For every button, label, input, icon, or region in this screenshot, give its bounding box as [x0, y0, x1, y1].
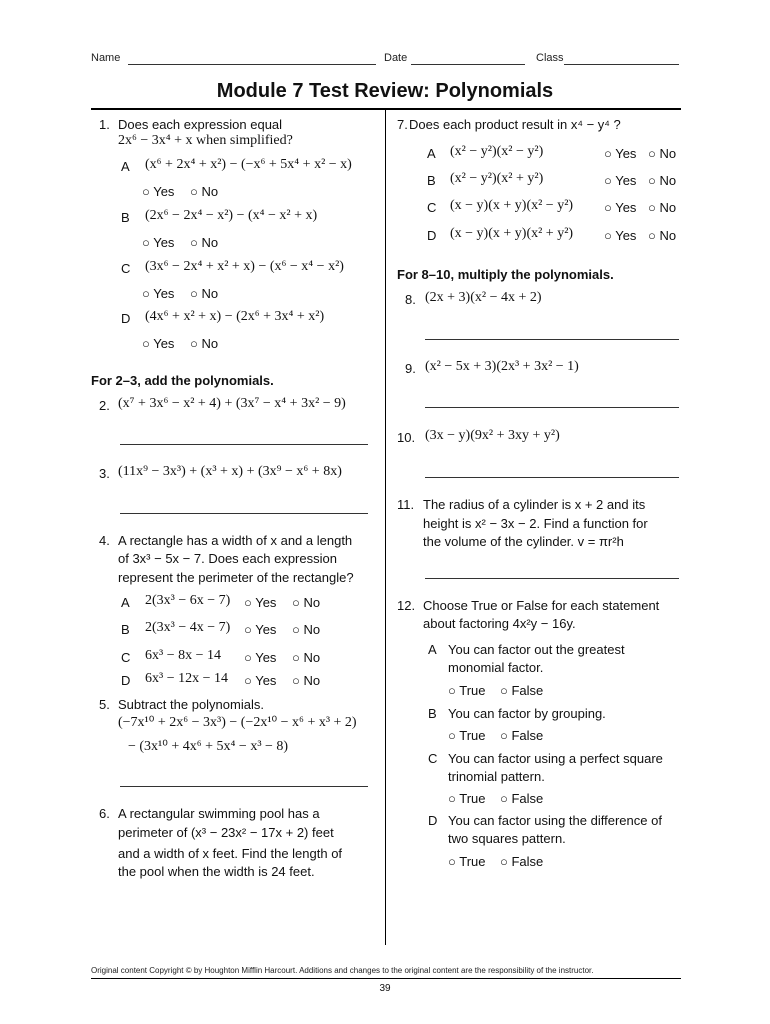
q10-number: 10.	[397, 430, 416, 445]
q4-b-letter: B	[121, 622, 130, 637]
q2-number: 2.	[99, 398, 110, 413]
q5-expression-line2: − (3x¹⁰ + 4x⁶ + 5x⁴ − x³ − 8)	[128, 739, 289, 754]
section-heading-8-10: For 8–10, multiply the polynomials.	[397, 267, 614, 282]
q4-d-letter: D	[121, 673, 131, 688]
q1-c-letter: C	[121, 261, 131, 276]
q4-d-no-radio[interactable]: ○ No	[292, 673, 321, 688]
q4-a-yes-radio[interactable]: ○ Yes	[244, 595, 277, 610]
q4-a-letter: A	[121, 595, 130, 610]
q1-c-no-radio[interactable]: ○ No	[190, 286, 219, 301]
page-title: Module 7 Test Review: Polynomials	[216, 80, 554, 102]
q11-number: 11.	[397, 497, 415, 512]
q4-b-expression: 2(3x³ − 4x − 7)	[145, 620, 231, 635]
q4-a-no-radio[interactable]: ○ No	[292, 595, 321, 610]
q4-c-letter: C	[121, 650, 131, 665]
q7-c-expression: (x − y)(x + y)(x² − y²)	[450, 198, 574, 213]
q12-c-text-line1: You can factor using a perfect square	[448, 751, 663, 766]
q4-d-expression: 6x³ − 12x − 14	[145, 671, 228, 686]
q10-expression: (3x − y)(9x² + 3xy + y²)	[425, 428, 560, 443]
q12-a-text-line2: monomial factor.	[448, 660, 544, 675]
page-number: 39	[379, 983, 391, 994]
date-label: Date	[384, 52, 408, 64]
q12-a-letter: A	[428, 642, 437, 657]
q4-text-line1: A rectangle has a width of x and a length	[118, 533, 353, 548]
q12-c-letter: C	[428, 751, 438, 766]
q1-b-expression: (2x⁶ − 2x⁴ − x²) − (x⁴ − x² + x)	[145, 208, 318, 223]
q12-c-false-radio[interactable]: ○ False	[500, 791, 544, 806]
q7-b-yes-radio[interactable]: ○ Yes	[604, 173, 637, 188]
q7-number: 7.	[397, 117, 408, 132]
q4-number: 4.	[99, 533, 110, 548]
q9-expression: (x² − 5x + 3)(2x³ + 3x² − 1)	[425, 359, 579, 374]
q1-text: Does each expression equal	[118, 117, 283, 132]
q12-text-line1: Choose True or False for each statement	[423, 598, 660, 613]
q12-b-true-radio[interactable]: ○ True	[448, 728, 486, 743]
column-divider	[385, 110, 386, 945]
q12-b-letter: B	[428, 706, 437, 721]
q11-text-line3: the volume of the cylinder. v = πr²h	[423, 534, 624, 549]
q12-d-letter: D	[428, 813, 438, 828]
q7-c-letter: C	[427, 200, 437, 215]
q5-number: 5.	[99, 697, 110, 712]
q12-b-false-radio[interactable]: ○ False	[500, 728, 544, 743]
q12-c-true-radio[interactable]: ○ True	[448, 791, 486, 806]
q1-expression: 2x⁶ − 3x⁴ + x when simplified?	[118, 133, 293, 148]
section-heading-2-3: For 2–3, add the polynomials.	[91, 373, 274, 388]
q7-d-yes-radio[interactable]: ○ Yes	[604, 228, 637, 243]
q9-answer-line[interactable]	[425, 407, 679, 408]
q4-c-no-radio[interactable]: ○ No	[292, 650, 321, 665]
q7-text: Does each product result in x⁴ − y⁴ ?	[409, 117, 621, 132]
name-label: Name	[91, 52, 121, 64]
q7-b-no-radio[interactable]: ○ No	[648, 173, 677, 188]
q2-expression: (x⁷ + 3x⁶ − x² + 4) + (3x⁷ − x⁴ + 3x² − 9)	[118, 396, 346, 411]
q5-answer-line[interactable]	[120, 786, 368, 787]
q6-text-line3: and a width of x feet. Find the length of	[118, 846, 343, 861]
q8-number: 8.	[405, 292, 416, 307]
q4-c-yes-radio[interactable]: ○ Yes	[244, 650, 277, 665]
q4-c-expression: 6x³ − 8x − 14	[145, 648, 221, 663]
q1-b-letter: B	[121, 210, 130, 225]
q12-d-text-line2: two squares pattern.	[448, 831, 566, 846]
title-divider	[91, 108, 681, 110]
q4-a-expression: 2(3x³ − 6x − 7)	[145, 593, 231, 608]
q7-c-no-radio[interactable]: ○ No	[648, 200, 677, 215]
q12-c-text-line2: trinomial pattern.	[448, 769, 545, 784]
copyright-notice: Original content Copyright © by Houghton Mifflin Harcourt. Additions and changes to the original content are the responsibility of the instructor.	[91, 966, 594, 975]
q12-a-true-radio[interactable]: ○ True	[448, 683, 486, 698]
q4-text-line3: represent the perimeter of the rectangle?	[118, 570, 354, 585]
q1-number: 1.	[99, 117, 110, 132]
q8-expression: (2x + 3)(x² − 4x + 2)	[425, 290, 542, 305]
q5-expression-line1: (−7x¹⁰ + 2x⁶ − 3x³) − (−2x¹⁰ − x⁶ + x³ + 2)	[118, 715, 357, 730]
q1-c-expression: (3x⁶ − 2x⁴ + x² + x) − (x⁶ − x⁴ − x²)	[145, 259, 344, 274]
date-field[interactable]	[411, 64, 525, 65]
q7-a-expression: (x² − y²)(x² − y²)	[450, 144, 544, 159]
q6-text-line4: the pool when the width is 24 feet.	[118, 864, 315, 879]
q1-d-yes-radio[interactable]: ○ Yes	[142, 336, 175, 351]
q1-a-yes-radio[interactable]: ○ Yes	[142, 184, 175, 199]
q4-b-yes-radio[interactable]: ○ Yes	[244, 622, 277, 637]
q1-c-yes-radio[interactable]: ○ Yes	[142, 286, 175, 301]
q1-d-letter: D	[121, 311, 131, 326]
q12-d-false-radio[interactable]: ○ False	[500, 854, 544, 869]
q12-number: 12.	[397, 598, 416, 613]
q6-number: 6.	[99, 806, 110, 821]
name-field[interactable]	[128, 64, 376, 65]
q1-d-expression: (4x⁶ + x² + x) − (2x⁶ + 3x⁴ + x²)	[145, 309, 325, 324]
q7-a-yes-radio[interactable]: ○ Yes	[604, 146, 637, 161]
q4-d-yes-radio[interactable]: ○ Yes	[244, 673, 277, 688]
q6-text-line1: A rectangular swimming pool has a	[118, 806, 320, 821]
q1-a-expression: (x⁶ + 2x⁴ + x²) − (−x⁶ + 5x⁴ + x² − x)	[145, 157, 352, 172]
q11-text-line2: height is x² − 3x − 2. Find a function for	[423, 516, 648, 531]
q12-b-text-line1: You can factor by grouping.	[448, 706, 606, 721]
q3-answer-line[interactable]	[120, 513, 368, 514]
q5-text: Subtract the polynomials.	[118, 697, 264, 712]
q7-d-expression: (x − y)(x + y)(x² + y²)	[450, 226, 574, 241]
q3-number: 3.	[99, 466, 110, 481]
class-field[interactable]	[564, 64, 679, 65]
q9-number: 9.	[405, 361, 416, 376]
q10-answer-line[interactable]	[425, 477, 679, 478]
q1-a-letter: A	[121, 159, 130, 174]
q1-d-no-radio[interactable]: ○ No	[190, 336, 219, 351]
q7-a-letter: A	[427, 146, 436, 161]
q11-answer-line[interactable]	[425, 578, 679, 579]
q11-text-line1: The radius of a cylinder is x + 2 and its	[423, 497, 646, 512]
footer-divider	[91, 978, 681, 979]
q4-text-line2: of 3x³ − 5x − 7. Does each expression	[118, 551, 337, 566]
q2-answer-line[interactable]	[120, 444, 368, 445]
q7-a-no-radio[interactable]: ○ No	[648, 146, 677, 161]
q7-c-yes-radio[interactable]: ○ Yes	[604, 200, 637, 215]
q3-expression: (11x⁹ − 3x³) + (x³ + x) + (3x⁹ − x⁶ + 8x)	[118, 464, 342, 479]
q7-b-expression: (x² − y²)(x² + y²)	[450, 171, 544, 186]
q7-d-letter: D	[427, 228, 437, 243]
q12-text-line2: about factoring 4x²y − 16y.	[423, 616, 576, 631]
q7-d-no-radio[interactable]: ○ No	[648, 228, 677, 243]
class-label: Class	[536, 52, 564, 64]
q6-text-line2: perimeter of (x³ − 23x² − 17x + 2) feet	[118, 825, 334, 840]
q1-b-no-radio[interactable]: ○ No	[190, 235, 219, 250]
q12-d-true-radio[interactable]: ○ True	[448, 854, 486, 869]
q12-a-text-line1: You can factor out the greatest	[448, 642, 625, 657]
q8-answer-line[interactable]	[425, 339, 679, 340]
q7-b-letter: B	[427, 173, 436, 188]
q1-a-no-radio[interactable]: ○ No	[190, 184, 219, 199]
q12-a-false-radio[interactable]: ○ False	[500, 683, 544, 698]
q4-b-no-radio[interactable]: ○ No	[292, 622, 321, 637]
q1-b-yes-radio[interactable]: ○ Yes	[142, 235, 175, 250]
q12-d-text-line1: You can factor using the difference of	[448, 813, 662, 828]
